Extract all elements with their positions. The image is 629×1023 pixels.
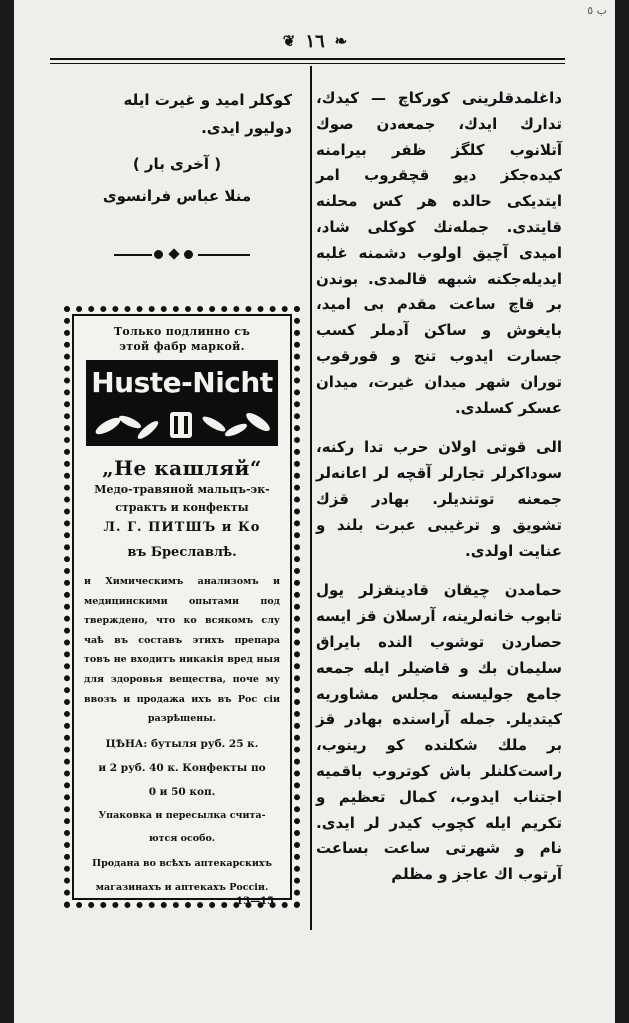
- brand-logo: [86, 360, 278, 446]
- header-rule: [50, 58, 565, 60]
- ad-code: 13—15: [236, 895, 274, 907]
- left-ornament-icon: ❦: [282, 31, 296, 50]
- poem-line-1: کوکلر امید و غیرت ایله: [123, 91, 292, 109]
- price-line-1: ЦѢНА: бутыля руб. 25 к.: [105, 737, 259, 750]
- ending-note: ( آخری بار ): [132, 155, 222, 173]
- brand-name: Huste-Nicht: [91, 366, 273, 399]
- sold-note-1: Продана во всѣхъ аптекарскихъ: [92, 857, 272, 869]
- paragraph-1: داغلمدقلرینی کورکاچ — کیدك، تدارك ایدك، جمعه‌دن صوك آتلانوب کلگز ظفر بیرامنه کیده‌جکز دیو قچقروب امر ایتدیکی حالده هر کس محلنه قایتدی. جمله‌نك کوکلی شاد، امیدی آچیق اولوب دشمنه غلبه ایدیله‌جکنه شبهه قالمدی. بوندن بر قاچ ساعت مقدم بی امید، بایغوش و ساکن آدملر کسب جسارت ایدوب تنج و قورقوب توران شهر میدان غیرت، میدان عسکر کسلدی.: [316, 89, 562, 417]
- product-desc-1: Медо-травяной мальцъ-эк-: [94, 483, 270, 496]
- ad-top-text-2: этой фабр маркой.: [119, 340, 245, 353]
- packaging-note-2: ются особо.: [148, 832, 216, 844]
- section-divider-ornament: [114, 250, 250, 260]
- column-divider: [310, 66, 312, 930]
- right-column-text: [316, 86, 562, 902]
- sold-note-2: магазинахъ и аптекахъ Россіи.: [95, 881, 269, 893]
- corner-mark: ب ٥: [587, 4, 607, 17]
- paragraph-2: الی قوتی اولان حرب تدا رکنه، سوداکرلر تجارلر آقچه لر اعانه‌لر جمعنه توتندیلر. بهادر قزك تشویق و ترغیبی عبرت بلند و عنایت اولدی.: [316, 438, 562, 560]
- advertisement-huste-nicht: [64, 306, 300, 908]
- header-rule-thin: [50, 63, 565, 64]
- ad-top-text-1: Только подлинно съ: [113, 325, 251, 338]
- left-column-text: [62, 86, 292, 210]
- manufacturer: Л. Г. ПИТШЪ и Ко: [103, 520, 261, 535]
- price-line-2: и 2 руб. 40 к. Конфекты по: [98, 761, 266, 774]
- author-name: منلا عباس فرانسوی: [102, 187, 252, 205]
- manufacturer-city: въ Бреславлѣ.: [127, 545, 237, 560]
- herb-leaves-icon: [86, 404, 278, 446]
- paragraph-3: حمامدن چیقان قادینقزلر یول تابوب خانه‌لرینه، آرسلان قز ایسه حصاردن توشوب النده بایراق سلیمان بك و قاضیلر ایله جمعه جامع جولیسنه مجلس مشاوریه کیتدیلر. جمله آراسنده بهادر قز بر ملك شکلنده کو رینوب، راست‌کلنلر باش کوتروب باقمیه اجتناب ایدوب، کمال تعظیم و تکریم ایله کچوب کیدر لر ایدی. نام و شهرتی ساعت بساعت آرتوب اك عاجز و مظلم: [316, 581, 562, 884]
- price-line-3: 0 и 50 коп.: [148, 785, 216, 798]
- right-ornament-icon: ❧: [334, 31, 348, 50]
- product-desc-2: страктъ и конфекты: [115, 501, 249, 514]
- ad-body-text: и Химическимъ анализомъ и медицинскими опытами под тверждено, что ко всякомъ слу чаѣ въ составъ этихъ препара товъ не входитъ никакія вред ныя для здоровья вещества, поче му ввозъ и продажа ихъ въ Рос сіи разрѣшены.: [84, 576, 280, 725]
- packaging-note-1: Упаковка и пересылка счита-: [98, 809, 266, 821]
- product-name: „Не кашляй“: [102, 456, 262, 480]
- page-number: ١٦: [305, 30, 325, 52]
- page-header: [250, 28, 380, 54]
- newspaper-page: [14, 0, 615, 1023]
- poem-line-2: دولیور ایدی.: [201, 119, 292, 137]
